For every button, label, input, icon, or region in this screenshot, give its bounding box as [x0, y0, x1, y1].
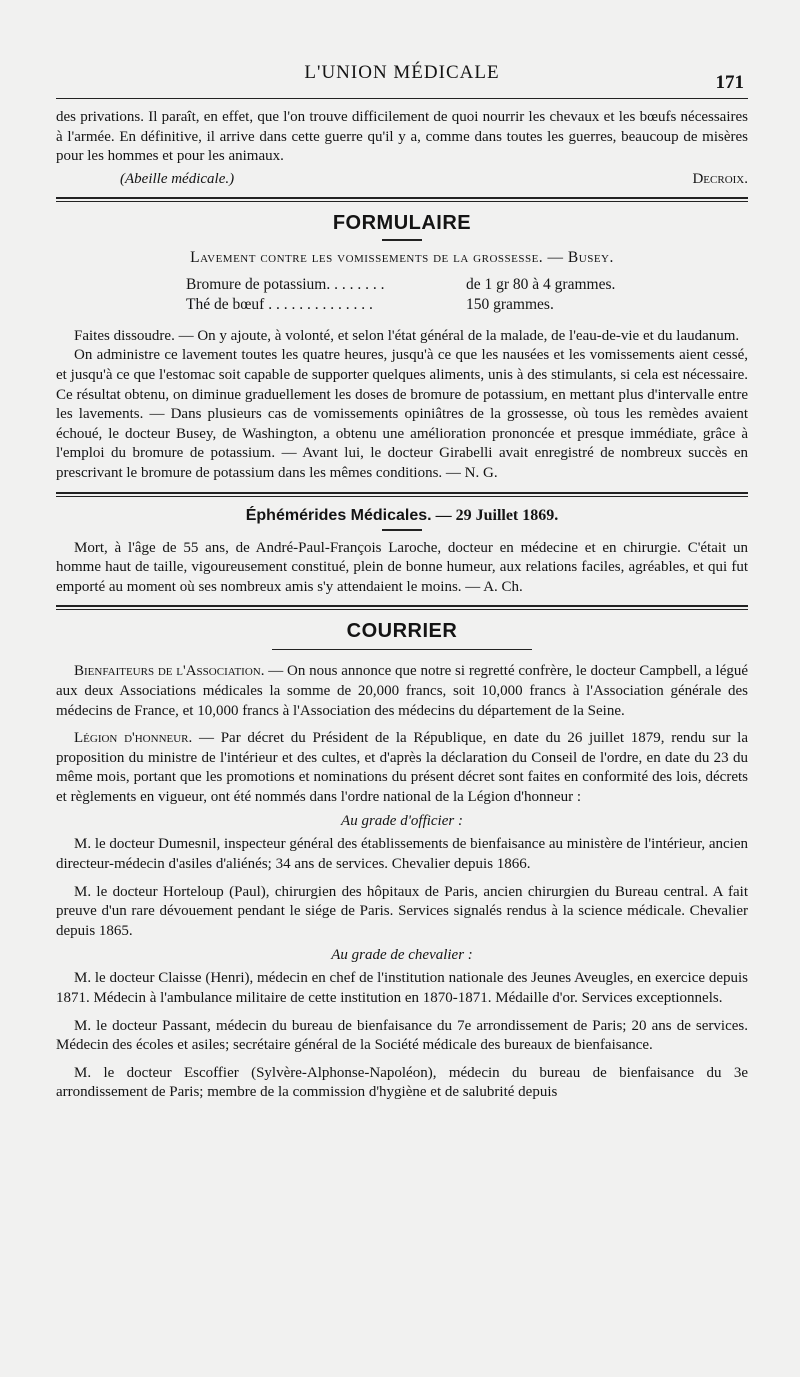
rx-quantity: 150 grammes. — [466, 295, 554, 313]
ephemerides-date: — 29 Juillet 1869. — [435, 506, 559, 524]
source-citation: (Abeille médicale.) — [120, 170, 235, 187]
page-number: 171 — [715, 72, 744, 93]
section-divider — [56, 197, 748, 202]
opening-paragraph: des privations. Il paraît, en effet, que l'on trouve difficilement de quoi nourrir les chevaux et les bœufs nécessaires à l'armée. En définitive, il arrive dans cette guerre qu'il y a, comme dans toutes les guerres, beaucoup de misères pour les hommes et pour les animaux. — [56, 109, 748, 165]
legion-lead: Légion d'honneur. — [74, 730, 193, 747]
section-divider — [56, 605, 748, 610]
grade-chevalier-heading: Au grade de chevalier : — [331, 947, 473, 964]
nomination-entry: M. le docteur Horteloup (Paul), chirurgien des hôpitaux de Paris, ancien chirurgien du Bureau central. A fait preuve d'un rare dévouement pendant le siége de Paris. Services signalés rendus à la science médicale. Chevalier depuis 1865. — [56, 883, 748, 939]
ephemerides-paragraph: Mort, à l'âge de 55 ans, de André-Paul-François Laroche, docteur en médecine et en chirurgie. C'était un homme haut de taille, vigoureusement constitué, plein de bonne humeur, aux relations faciles, agréables, et qui fut emporté au moment où ses nombreux amis s'y attendaient le moins. — A. Ch. — [56, 539, 748, 595]
rx-item: Thé de bœuf . . . . . . . . . . . . . . — [186, 295, 373, 313]
rx-item: Bromure de potassium. . . . . . . . — [186, 275, 385, 293]
legion-paragraph — [56, 729, 748, 807]
grade-officier-heading: Au grade d'officier : — [341, 813, 463, 830]
legion-text: — Par décret du Président de la République, en date du 26 juillet 1879, rendu sur la proposition du ministre de l'intérieur et des cultes, et d'après la déclaration du Conseil de l'ordre, en date du 23 du même mois, portant que les promotions et nominations du présent décret sont faites en conformité des lois, décrets et règlements en vigueur, ont été nommés dans l'ordre national de la Légion d'honneur : — [56, 730, 748, 805]
bienfaiteurs-lead: Bienfaiteurs de l'Association. — [74, 663, 265, 680]
heading-rule — [272, 649, 532, 650]
formulaire-subtitle: Lavement contre les vomissements de la grossesse. — Busey. — [190, 248, 614, 266]
nomination-entry: M. le docteur Escoffier (Sylvère-Alphonse-Napoléon), médecin du bureau de bienfaisance du 3e arrondissement de Paris; membre de la commission d'hygiène et de salubrité depuis — [56, 1064, 748, 1101]
prescription-line — [186, 295, 748, 315]
formulaire-paragraph: On administre ce lavement toutes les quatre heures, jusqu'à ce que les nausées et les vomissements aient cessé, et jusqu'à ce que l'estomac soit capable de supporter quelques aliments, unis à des stimulants, si cela est nécessaire. Ce résultat obtenu, on diminue graduellement les doses de bromure de potassium, en mettant plus d'intervalle entre les lavements. — Dans plusieurs cas de vomissements opiniâtres de la grossesse, où tous les remèdes avaient échoué, le docteur Busey, de Washington, a obtenu une amélioration prononcée et presque immédiate, grâce à l'emploi du bromure de potassium. — Avant lui, le docteur Girabelli avait enregistré de nombreux succès en prescrivant le bromure de potassium dans les mêmes conditions. — N. G. — [56, 347, 748, 481]
formulaire-heading: FORMULAIRE — [332, 211, 472, 234]
nomination-entry: M. le docteur Passant, médecin du bureau de bienfaisance du 7e arrondissement de Paris; 20 ans de services. Médecin des écoles et asiles; secrétaire général de la Société médicale des bureaux de bienfaisance. — [56, 1017, 748, 1054]
opening-signature — [56, 169, 748, 189]
nomination-entry: M. le docteur Claisse (Henri), médecin en chef de l'institution nationale des Jeunes Aveugles, en exercice depuis 1871. Médecin à l'ambulance militaire de cette institution en 1870-1871. Médaille d'or. Services exceptionnels. — [56, 970, 748, 1007]
section-divider — [56, 492, 748, 497]
heading-rule — [382, 529, 422, 531]
bienfaiteurs-paragraph — [56, 662, 748, 721]
ephemerides-title: Éphémérides Médicales. — [245, 506, 432, 524]
prescription-line — [186, 275, 748, 295]
bienfaiteurs-text: — On nous annonce que notre si regretté confrère, le docteur Campbell, a légué aux deux Associations médicales la somme de 20,000 francs, soit 10,000 francs à l'Association générale des médecins de France, et 10,000 francs à l'Association des médecins du département de la Seine. — [56, 663, 749, 719]
ephemerides-heading — [56, 507, 748, 525]
header-rule — [56, 98, 748, 99]
journal-title: L'UNION MÉDICALE — [304, 62, 500, 83]
rx-quantity: de 1 gr 80 à 4 grammes. — [466, 275, 616, 293]
nomination-entry: M. le docteur Dumesnil, inspecteur général des établissements de bienfaisance au ministère de l'intérieur, ancien directeur-médecin d'asiles d'aliénés; 34 ans de services. Chevalier depuis 1866. — [56, 836, 748, 873]
author-signature: Decroix. — [692, 170, 748, 187]
courrier-heading: COURRIER — [346, 620, 458, 643]
prescription — [186, 275, 748, 315]
formulaire-paragraph: Faites dissoudre. — On y ajoute, à volonté, et selon l'état général de la malade, de l'eau-de-vie et du laudanum. — [74, 327, 740, 344]
running-head — [56, 0, 748, 100]
heading-rule — [382, 239, 422, 241]
